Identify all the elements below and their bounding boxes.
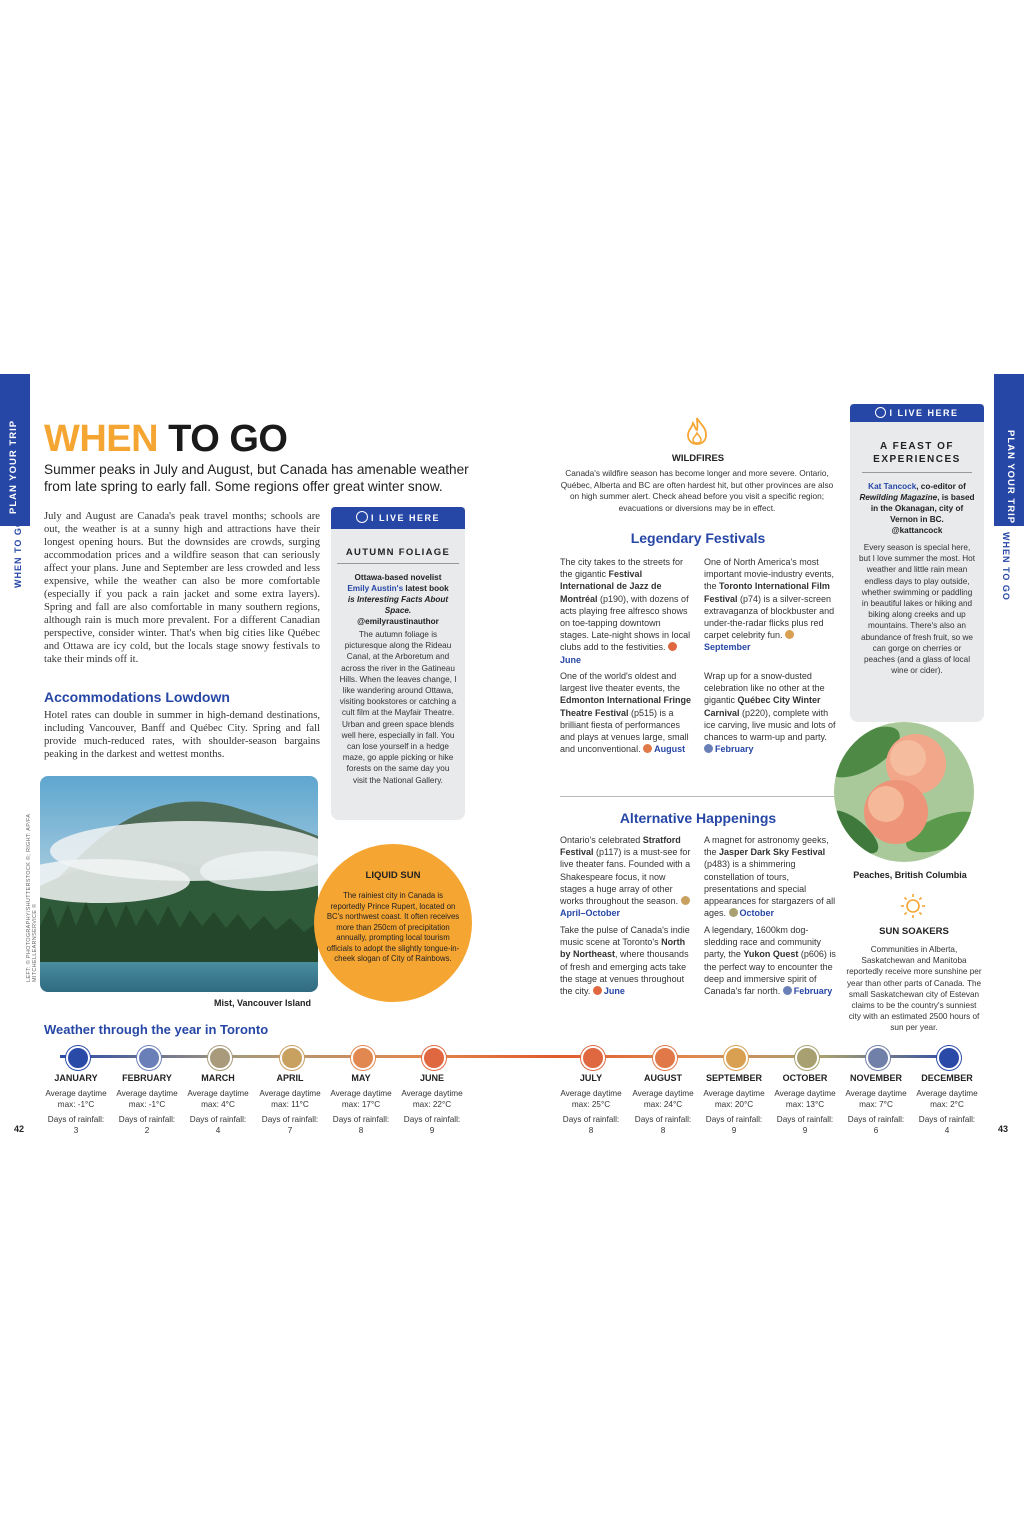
rain-label: Days of rainfall: xyxy=(562,1115,620,1124)
accommodations-text: Hotel rates can double in summer in high-demand destinations, including Vancouver, Banff and Québec City. Spring and fall provide much-reduced rates, with shoulder-season bargains peaking in the darkest and wettest months. xyxy=(44,710,320,760)
sun-icon xyxy=(653,1046,677,1070)
temp-label: Average daytime xyxy=(259,1089,321,1098)
temp-value: max: 11°C xyxy=(271,1100,309,1109)
rain-value: 2 xyxy=(144,1126,150,1135)
rain-label: Days of rainfall: xyxy=(118,1115,176,1124)
title-part-orange: WHEN xyxy=(44,418,159,460)
rain-value: 4 xyxy=(215,1126,221,1135)
month-name: JUNE xyxy=(419,1073,444,1083)
rain-label: Days of rainfall: xyxy=(403,1115,461,1124)
weather-month xyxy=(40,1073,112,1136)
happening-month: October xyxy=(739,908,775,919)
temp-value: max: 13°C xyxy=(785,1100,825,1109)
rain-label: Days of rainfall: xyxy=(47,1115,105,1124)
sun-icon xyxy=(724,1046,748,1070)
temp-label: Average daytime xyxy=(774,1089,836,1098)
temp-value: max: 17°C xyxy=(341,1100,381,1109)
cloud-rain-icon xyxy=(866,1046,890,1070)
sun-soakers-title: SUN SOAKERS xyxy=(879,926,949,937)
festival-item: One of North America's most important movie-industry events, the Toronto International Film Festival (p74) is a silver-screen extravaganza of blockbuster and under-the-radar flicks plus red carpet celebrity fun. September xyxy=(704,557,835,653)
happening-item: A magnet for astronomy geeks, the Jasper Dark Sky Festival (p483) is a shimmering constellation of tours, presentations and special appearances for stargazers of all ages. October xyxy=(704,835,836,919)
page-title xyxy=(44,418,287,461)
liquid-sun-circle xyxy=(314,844,472,1002)
peaches-image xyxy=(834,722,974,862)
cloud-sun-icon xyxy=(280,1046,304,1070)
sun-icon xyxy=(422,1046,446,1070)
snowflake-icon xyxy=(704,744,713,753)
weather-month xyxy=(555,1073,627,1136)
cloud-sun-icon xyxy=(681,896,690,905)
weather-month xyxy=(325,1073,397,1136)
weather-month xyxy=(911,1073,983,1136)
temp-label: Average daytime xyxy=(845,1089,907,1098)
month-name: AUGUST xyxy=(644,1073,682,1083)
weather-month xyxy=(254,1073,326,1136)
autumn-foliage-box xyxy=(331,507,465,820)
happening-month: April–October xyxy=(560,908,621,919)
location-pin-icon xyxy=(356,511,368,523)
snowflake-icon xyxy=(66,1046,90,1070)
sun-icon xyxy=(351,1046,375,1070)
weather-month xyxy=(111,1073,183,1136)
peach-photo xyxy=(834,722,974,862)
rain-label: Days of rainfall: xyxy=(332,1115,390,1124)
rain-value: 8 xyxy=(660,1126,666,1135)
temp-value: max: 20°C xyxy=(714,1100,754,1109)
festival-month: June xyxy=(560,654,582,665)
month-name: JULY xyxy=(579,1073,603,1083)
side-section-label: WHEN TO GO xyxy=(13,519,23,588)
side-tab-label: PLAN YOUR TRIP xyxy=(1005,430,1016,525)
rain-label: Days of rainfall: xyxy=(705,1115,763,1124)
side-section-label: WHEN TO GO xyxy=(1001,532,1011,601)
happening-item: A legendary, 1600km dog-sledding race and community party, the Yukon Quest (p606) is the perfect way to encounter the deep and immersive spirit of Canada's far north. February xyxy=(704,925,836,997)
temp-label: Average daytime xyxy=(703,1089,765,1098)
wildfires-text: Canada's wildfire season has become longer and more severe. Ontario, Québec, Alberta and BC are often hardest hit, but other provinces are also on high summer alert. Check ahead before you visit a specific region; evacuations or diversions may be in effect. xyxy=(560,468,834,513)
temp-label: Average daytime xyxy=(187,1089,249,1098)
rain-value: 9 xyxy=(802,1126,808,1135)
temp-label: Average daytime xyxy=(45,1089,107,1098)
fire-icon xyxy=(682,416,712,446)
rain-value: 9 xyxy=(429,1126,435,1135)
snowflake-icon xyxy=(137,1046,161,1070)
temp-label: Average daytime xyxy=(916,1089,978,1098)
sun-soakers-text: Communities in Alberta, Saskatchewan and Manitoba reportedly receive more sunshine per year than other parts of Canada. The small Saskatchewan city of Estevan claims to be the country's sunniest city with an estimated 2500 hours of sun per year. xyxy=(846,945,982,1033)
feast-text: Every season is special here, but I love summer the most. Hot weather and little rain mean endless days to play outside, whether swimming or paddling in beautiful lakes or hiking and biking along creeks and up mountains. There's also an abundance of fresh fruit, so we can gorge on cherries or peaches (and a glass of local wine or cider). xyxy=(858,543,976,676)
liquid-sun-text: The rainiest city in Canada is reportedly Prince Rupert, located on BC's northwest coast. It often receives more than 250cm of precipitation annually, prompting local tourism officials to adopt the slightly tongue-in-cheek slogan of City of Rainbows. xyxy=(326,891,460,963)
rain-label: Days of rainfall: xyxy=(189,1115,247,1124)
weather-heading: Weather through the year in Toronto xyxy=(44,1022,269,1037)
photo-credit: LEFT: © PHOTOGRAPHY/SHUTTERSTOCK ©; RIGHT: AP/FA MITCHELLEARNSERVICE © xyxy=(26,813,38,982)
rain-label: Days of rainfall: xyxy=(918,1115,976,1124)
month-name: JANUARY xyxy=(54,1073,98,1083)
rain-value: 6 xyxy=(873,1126,879,1135)
side-tab-label: PLAN YOUR TRIP xyxy=(8,419,19,514)
month-name: APRIL xyxy=(276,1073,304,1083)
autumn-text: The autumn foliage is picturesque along the Rideau Canal, at the Arboretum and across the river in the Gatineau Hills. When the leaves change, I like wandering around Ottawa, visiting bookstores or catching a cult film at the Mayfair Theatre. Urban and green space blends well here, especially in fall. You can lose yourself in a hedge maze, go apple picking or hike forests on the same day you visit the National Gallery. xyxy=(339,630,457,785)
rain-value: 9 xyxy=(731,1126,737,1135)
rain-value: 8 xyxy=(588,1126,594,1135)
mist-landscape-image xyxy=(40,776,318,992)
cloud-sun-icon xyxy=(795,1046,819,1070)
location-pin-icon xyxy=(875,407,886,418)
temp-label: Average daytime xyxy=(330,1089,392,1098)
peach-caption: Peaches, British Columbia xyxy=(853,870,967,880)
snowflake-icon xyxy=(783,986,792,995)
mist-caption: Mist, Vancouver Island xyxy=(214,998,312,1008)
sun-icon xyxy=(900,893,926,919)
month-name: MARCH xyxy=(201,1073,235,1083)
cloud-sun-icon xyxy=(208,1046,232,1070)
weather-month xyxy=(840,1073,912,1136)
sun-icon xyxy=(593,986,602,995)
month-name: MAY xyxy=(351,1073,371,1083)
liquid-sun-title: LIQUID SUN xyxy=(365,870,421,881)
feast-box xyxy=(850,404,984,722)
rain-label: Days of rainfall: xyxy=(847,1115,905,1124)
body-text: July and August are Canada's peak travel months; schools are out, the weather is at a sunny high and attractions have their longest opening hours. But the downsides are crowds, surging accommodation prices and a wildfire season that can seriously affect your plans. June and September are less crowded and less expensive, while the weather can also be more comfortable (especially if you pack a rain jacket and some extra layers). Spring and fall are also comfortable in many southern regions, although rain is much more prevalent. For a different Canadian perspective, consider winter. That's when big cities like Québec and Ottawa are icy cold, but the locals stage snowy festivals to take their minds off it. xyxy=(44,511,320,665)
happening-item: Take the pulse of Canada's indie music scene at Toronto's North by Northeast, where thousands of fresh and emerging acts take the stage at venues throughout the city. June xyxy=(560,925,690,997)
temp-value: max: 2°C xyxy=(930,1100,964,1109)
month-name: DECEMBER xyxy=(921,1073,973,1083)
festival-item: One of the world's oldest and largest live theater events, the Edmonton International Fringe Theatre Festival (p515) is a brilliant fiesta of performances and plays at venues large, small and unconventional. August xyxy=(560,671,691,755)
alternative-heading: Alternative Happenings xyxy=(619,810,777,826)
rain-value: 7 xyxy=(287,1126,293,1135)
happening-item: Ontario's celebrated Stratford Festival (p117) is a must-see for live theater fans. Founded with a Shakespeare focus, it now stages a huge array of other works throughout the season. April–October xyxy=(560,835,691,919)
festival-month: September xyxy=(704,642,751,653)
weather-month xyxy=(769,1073,841,1136)
sun-icon xyxy=(668,642,677,651)
festival-month: February xyxy=(715,744,754,755)
rain-label: Days of rainfall: xyxy=(261,1115,319,1124)
temp-value: max: 25°C xyxy=(571,1100,611,1109)
weather-timeline xyxy=(60,1055,960,1058)
month-name: FEBRUARY xyxy=(122,1073,172,1083)
page-number-left: 42 xyxy=(14,1124,25,1134)
temp-label: Average daytime xyxy=(116,1089,178,1098)
temp-label: Average daytime xyxy=(401,1089,463,1098)
festivals-heading: Legendary Festivals xyxy=(630,530,766,546)
i-live-here-banner xyxy=(850,404,984,422)
festival-month: August xyxy=(654,744,686,755)
month-name: SEPTEMBER xyxy=(705,1073,762,1083)
temp-label: Average daytime xyxy=(560,1089,622,1098)
author-handle: @emilyraustinauthor xyxy=(357,617,439,626)
i-live-here-label: I LIVE HERE xyxy=(370,513,440,523)
temp-label: Average daytime xyxy=(632,1089,694,1098)
temp-value: max: -1°C xyxy=(57,1100,95,1109)
temp-value: max: 22°C xyxy=(412,1100,452,1109)
weather-month xyxy=(698,1073,770,1136)
weather-month xyxy=(182,1073,254,1136)
accommodations-heading: Accommodations Lowdown xyxy=(44,689,230,705)
weather-month xyxy=(396,1073,468,1136)
mist-photo xyxy=(40,776,318,992)
cloud-sun-icon xyxy=(729,908,738,917)
month-name: NOVEMBER xyxy=(849,1073,902,1083)
i-live-here-banner xyxy=(331,507,465,529)
temp-value: max: -1°C xyxy=(128,1100,166,1109)
title-part-dark: TO GO xyxy=(168,418,288,460)
weather-month xyxy=(627,1073,699,1136)
author-name: Emily Austin's xyxy=(347,584,404,593)
rain-value: 4 xyxy=(944,1126,950,1135)
author-handle: @kattancock xyxy=(891,526,943,535)
side-tab-left[interactable] xyxy=(0,374,30,526)
author-name: Kat Tancock xyxy=(868,482,917,491)
happening-month: June xyxy=(603,986,625,997)
temp-value: max: 4°C xyxy=(201,1100,235,1109)
temp-value: max: 24°C xyxy=(643,1100,683,1109)
side-tab-right[interactable] xyxy=(994,374,1024,526)
temp-value: max: 7°C xyxy=(859,1100,893,1109)
feast-title: A FEAST OF EXPERIENCES xyxy=(862,440,972,473)
rain-label: Days of rainfall: xyxy=(634,1115,692,1124)
festival-item: The city takes to the streets for the gigantic Festival International de Jazz de Montréal (p190), with dozens of acts playing free alfresco shows on toe-tapping downtown stages. Late-night shows in local clubs add to the festivities. June xyxy=(560,557,691,665)
sun-icon xyxy=(785,630,794,639)
rain-value: 3 xyxy=(73,1126,79,1135)
wildfires-title: WILDFIRES xyxy=(671,453,725,464)
sun-icon xyxy=(581,1046,605,1070)
month-name: OCTOBER xyxy=(782,1073,828,1083)
snowflake-icon xyxy=(937,1046,961,1070)
page-number-right: 43 xyxy=(998,1124,1009,1134)
happening-month: February xyxy=(793,986,833,997)
sun-icon xyxy=(643,744,652,753)
feast-author: Kat Tancock, co-editor of Rewilding Magazine, is based in the Okanagan, city of Vernon in BC. @kattancock xyxy=(859,482,975,535)
rain-value: 8 xyxy=(358,1126,364,1135)
autumn-author: Ottawa-based novelist Emily Austin's latest book is Interesting Facts About Space. @emilyraustinauthor xyxy=(347,573,449,626)
rain-label: Days of rainfall: xyxy=(776,1115,834,1124)
festival-item: Wrap up for a snow-dusted celebration like no other at the gigantic Québec City Winter Carnival (p220), complete with ice carving, live music and lots of chances to warm-up and party. February xyxy=(704,671,836,755)
intro-text: Summer peaks in July and August, but Canada has amenable weather from late spring to early fall. Some regions offer great winter snow. xyxy=(44,462,469,494)
autumn-title: AUTUMN FOLIAGE xyxy=(337,547,459,564)
section-divider xyxy=(560,796,836,797)
i-live-here-label: I LIVE HERE xyxy=(889,408,959,418)
